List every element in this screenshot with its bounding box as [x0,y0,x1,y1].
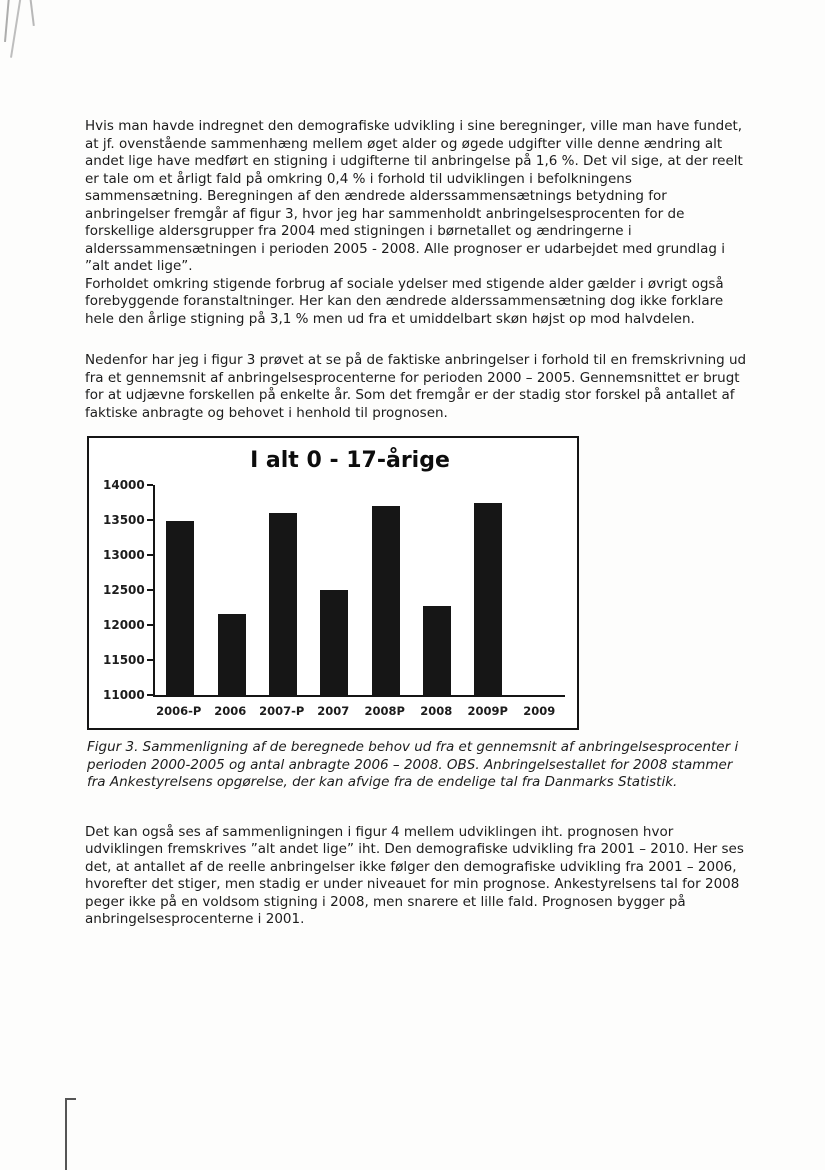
x-tick-label: 2008P [364,704,405,718]
y-tick-mark [147,589,153,591]
scan-artifact [29,0,35,26]
scan-artifact [65,1098,67,1170]
chart-title: I alt 0 - 17-årige [250,448,450,473]
x-tick-label: 2008 [420,704,453,718]
chart-y-axis [95,478,153,702]
bar-slot [309,485,360,695]
scan-artifact [10,0,21,58]
paragraph-1: Hvis man havde indregnet den demografiske udvikling i sine beregninger, ville man have fundet, at jf. ovenstående sammenhæng mellem øget alder og øgede udgifter ville denne ændring alt andet lige have medført en stigning i udgifterne til anbringelse på 1,6 %. Det vil sige, at der reelt er tale om et årligt fald på omkring 0,4 % i forhold til udviklingen i befolkningens sammensætning. Beregningen af den ændrede alderssammensætnings betydning for anbringelser fremgår af figur 3, hvor jeg har sammenholdt anbringelsesprocenten for de forskellige aldersgrupper fra 2004 med stigningen i børnetallet og ændringerne i alderssammensætningen i perioden 2005 - 2008. Alle prognoser er udarbejdet med grundlag i ”alt andet lige”. [85,118,743,274]
y-tick-label: 13000 [103,547,145,562]
chart-body [95,478,565,702]
document-content [85,118,747,929]
paragraph-4: Det kan også ses af sammenligningen i figur 4 mellem udviklingen iht. prognosen hvor udviklingen fremskrives ”alt andet lige” iht. Den demografiske udvikling fra 2001 – 2010. Her ses det, at antallet af de reelle anbringelser ikke følger den demografiske udvikling fra 2001 – 2006, hvorefter det stiger, men stadig er under niveauet for min prognose. Ankestyrelsens tal for 2008 peger ikke på en voldsom stigning i 2008, men snarere et lille fald. Prognosen bygger på anbringelsesprocenterne i 2001. [85,823,744,927]
y-tick-label: 12500 [103,583,145,597]
chart-bars [155,485,565,695]
bar-slot [514,485,565,695]
bar-slot [411,485,462,695]
y-tick-mark [147,659,153,661]
y-tick-mark [147,519,153,521]
y-tick-label: 13500 [103,512,145,527]
bar-slot [462,485,513,695]
bar-2009P [474,503,502,695]
figure-caption: Figur 3. Sammenligning af de beregnede behov ud fra et gennemsnit af anbringelsesprocenter i perioden 2000-2005 og antal anbragte 2006 – 2008. OBS. Anbringelsestallet for 2008 stammer fra Ankestyrelsens opgørelse, der kan afvige fra de endelige tal fra Danmarks Statistik. [87,739,739,790]
y-tick-mark [147,624,153,626]
bar-2007-P [269,513,297,695]
x-tick-label: 2007 [317,704,350,718]
x-tick-label: 2009P [467,704,508,718]
figure3-bar-chart [87,436,579,730]
y-tick-mark [147,694,153,696]
y-tick-label: 11000 [103,688,145,702]
x-tick-label: 2009 [523,704,556,718]
bar-slot [155,485,206,695]
chart-x-axis [153,704,565,718]
x-tick-label: 2006 [214,704,247,718]
bar-2006-P [166,521,194,695]
y-tick-label: 12000 [103,617,145,632]
scan-artifact [4,0,10,42]
bar-slot [257,485,308,695]
paragraph-2: Forholdet omkring stigende forbrug af sociale ydelser med stigende alder gælder i øvrigt også forebyggende foranstaltninger. Her kan den ændrede alderssammensætning dog ikke forklare hele den årlige stigning på 3,1 % men ud fra et umiddelbart skøn højst op mod halvdelen. [85,275,724,327]
paragraph-3: Nedenfor har jeg i figur 3 prøvet at se på de faktiske anbringelser i forhold til en fremskrivning ud fra et gennemsnit af anbringelsesprocenterne for perioden 2000 – 2005. Gennemsnittet er brugt for at udjævne forskellen på enkelte år. Som det fremgår er der stadig stor forskel på antallet af faktiske anbragte og behovet i henhold til prognosen. [85,352,747,421]
bar-slot [206,485,257,695]
y-tick-mark [147,484,153,486]
y-tick-label: 14000 [103,478,145,492]
bar-2008P [372,506,400,695]
y-tick-label: 11500 [103,653,145,667]
bar-2008 [423,606,451,695]
x-tick-label: 2007-P [259,704,305,718]
chart-plot [153,485,565,697]
bar-slot [360,485,411,695]
bar-2006 [218,614,246,695]
y-tick-mark [147,554,153,556]
scan-artifact [65,1098,76,1100]
figure-3 [87,436,747,792]
x-tick-label: 2006-P [156,704,202,718]
bar-2007 [320,590,348,695]
